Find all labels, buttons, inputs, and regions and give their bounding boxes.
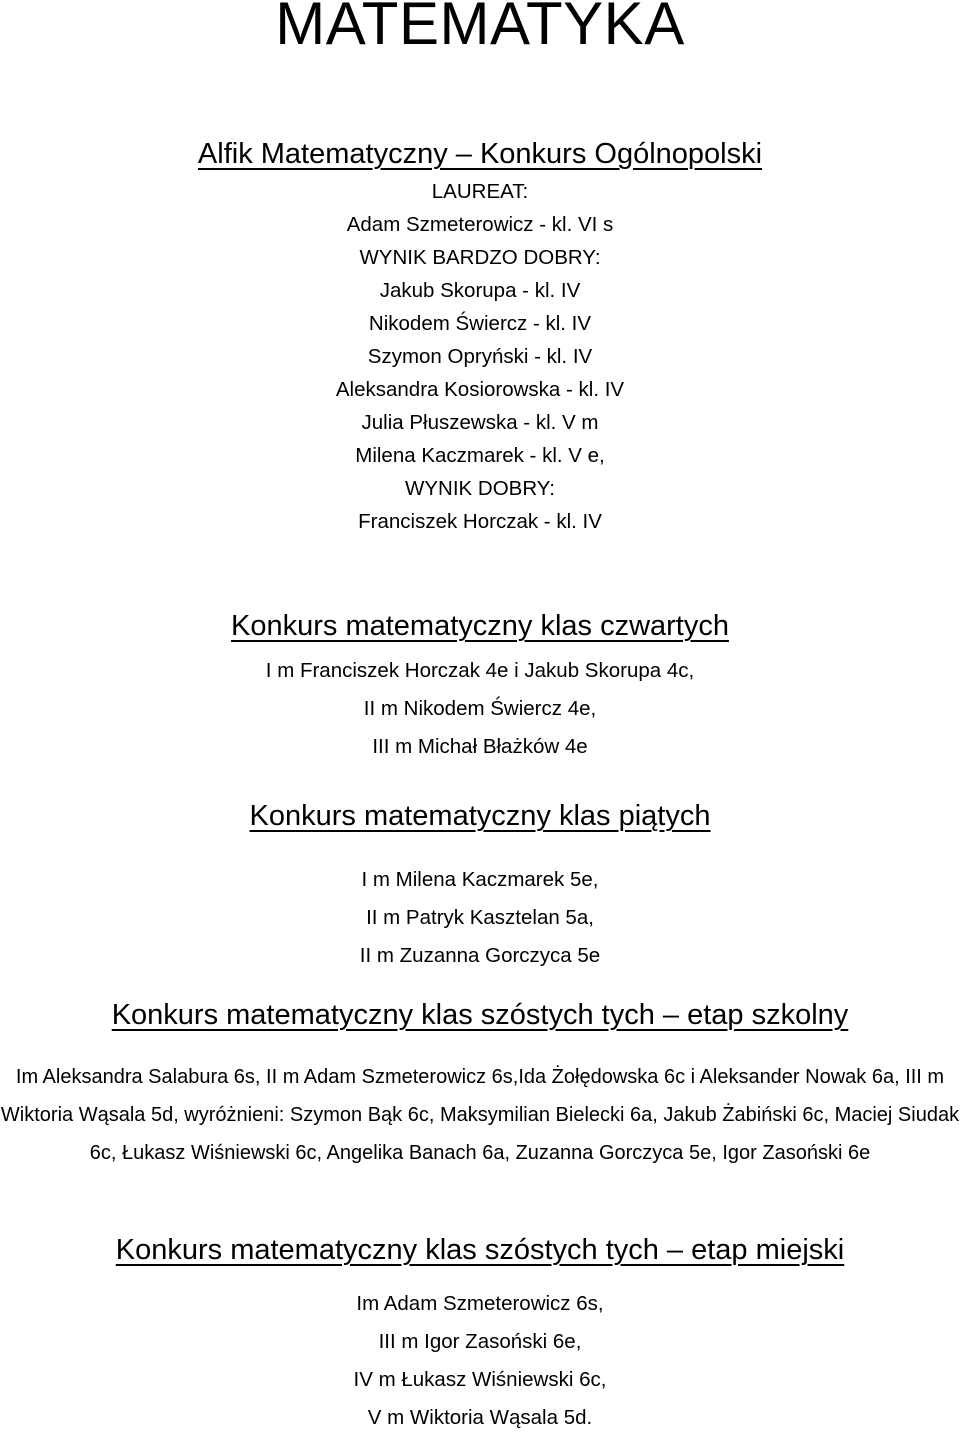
section-heading-alfik-text: Alfik Matematyczny – Konkurs Ogólnopolski — [197, 138, 763, 170]
section-klasy6-miejski-list — [0, 1285, 960, 1437]
list-item: WYNIK BARDZO DOBRY: — [359, 246, 601, 269]
list-item: III m Igor Zasoński 6e, — [378, 1330, 582, 1353]
section-heading-alfik — [0, 136, 960, 172]
list-item: Julia Płuszewska - kl. V m — [361, 411, 599, 434]
list-item: Franciszek Horczak - kl. IV — [358, 510, 602, 533]
list-item: Szymon Opryński - kl. IV — [367, 345, 593, 368]
list-item: II m Nikodem Świercz 4e, — [363, 697, 597, 720]
list-item: III m Michał Błażków 4e — [372, 735, 588, 758]
section-alfik-list — [0, 175, 960, 538]
section-heading-klasy4-text: Konkurs matematyczny klas czwartych — [231, 610, 729, 642]
section-heading-klasy6-miejski — [0, 1232, 960, 1268]
list-item: II m Zuzanna Gorczyca 5e — [359, 944, 601, 967]
list-item: II m Patryk Kasztelan 5a, — [366, 906, 594, 929]
list-item: I m Milena Kaczmarek 5e, — [361, 868, 599, 891]
list-item: Aleksandra Kosiorowska - kl. IV — [335, 378, 625, 401]
section-heading-klasy6-miejski-text: Konkurs matematyczny klas szóstych tych – etap miejski — [115, 1234, 845, 1266]
list-item: IV m Łukasz Wiśniewski 6c, — [353, 1368, 607, 1391]
section-heading-klasy4 — [0, 608, 960, 644]
section-klasy6-szkolny-paragraph: Im Aleksandra Salabura 6s, II m Adam Szmeterowicz 6s,Ida Żołędowska 6c i Aleksander Nowak 6a, III m Wiktoria Wąsala 5d, wyróżnieni: Szymon Bąk 6c, Maksymilian Bielecki 6a, Jakub Żabiński 6c, Maciej Siudak 6c, Łukasz Wiśniewski 6c, Angelika Banach 6a, Zuzanna Gorczyca 5e, Igor Zasoński 6e — [0, 1066, 960, 1164]
list-item: Milena Kaczmarek - kl. V e, — [355, 444, 605, 467]
section-heading-klasy5 — [0, 798, 960, 834]
section-heading-klasy6-szkolny-text: Konkurs matematyczny klas szóstych tych – etap szkolny — [111, 999, 849, 1031]
list-item: Nikodem Świercz - kl. IV — [368, 312, 592, 335]
page-title: MATEMATYKA — [275, 0, 685, 57]
section-heading-klasy6-szkolny — [0, 997, 960, 1033]
list-item: Im Adam Szmeterowicz 6s, — [356, 1292, 604, 1315]
list-item: WYNIK DOBRY: — [405, 477, 555, 500]
list-item: Jakub Skorupa - kl. IV — [379, 279, 581, 302]
list-item: LAUREAT: — [431, 180, 529, 203]
list-item: I m Franciszek Horczak 4e i Jakub Skorupa 4c, — [265, 659, 695, 682]
section-klasy4-list — [0, 652, 960, 766]
list-item: Adam Szmeterowicz - kl. VI s — [346, 213, 614, 236]
section-klasy5-list — [0, 861, 960, 975]
list-item: V m Wiktoria Wąsala 5d. — [367, 1406, 593, 1429]
section-heading-klasy5-text: Konkurs matematyczny klas piątych — [249, 800, 711, 832]
